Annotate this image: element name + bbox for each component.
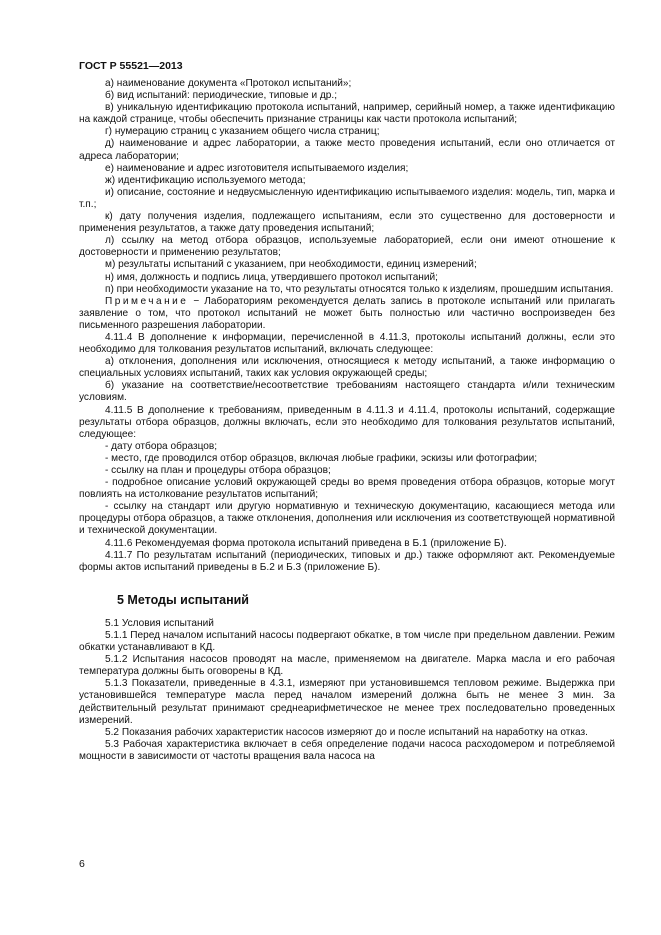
list-item: к) дату получения изделия, подлежащего испытаниям, если это существенно для достоверности и применения результатов, а также дату проведения испытаний; <box>79 211 615 235</box>
list-item: и) описание, состояние и недвусмысленную идентификацию испытываемого изделия: модель, тип, марка и т.п.; <box>79 186 615 210</box>
section-heading: 5 Методы испытаний <box>117 592 249 607</box>
clause-4-11-4: 4.11.4 В дополнение к информации, перечисленной в 4.11.3, протоколы испытаний должны, если это необходимо для толкования результатов испытаний, включать следующее: <box>79 331 615 356</box>
note-paragraph <box>79 296 615 332</box>
list-item: ж) идентификацию используемого метода; <box>105 174 306 186</box>
list-item: е) наименование и адрес изготовителя испытываемого изделия; <box>105 162 409 174</box>
clause-4-11-7: 4.11.7 По результатам испытаний (периодических, типовых и др.) также оформляют акт. Рекомендуемые формы актов испытаний приведены в Б.2 и Б.3 (приложение Б). <box>79 549 615 573</box>
document-header: ГОСТ Р 55521—2013 <box>79 60 183 72</box>
note-label: Примечание <box>105 295 189 307</box>
list-item: г) нумерацию страниц с указанием общего числа страниц; <box>105 126 380 138</box>
clause-5-3: 5.3 Рабочая характеристика включает в себя определение подачи насоса расходомером и потребляемой мощности в зависимости от частоты вращения вала насоса на <box>79 738 615 762</box>
list-item: - ссылку на план и процедуры отбора образцов; <box>105 465 331 476</box>
list-item: а) наименование документа «Протокол испытаний»; <box>105 78 352 89</box>
list-item: н) имя, должность и подпись лица, утвердившего протокол испытаний; <box>105 271 438 283</box>
clause-5-1-2: 5.1.2 Испытания насосов проводят на масле, применяемом на двигателе. Марка масла и его рабочая температура должны быть оговорены в КД. <box>79 654 615 678</box>
list-item: в) уникальную идентификацию протокола испытаний, например, серийный номер, а также идентификацию на каждой странице, чтобы обеспечить признание страницы как части протокола испытаний; <box>79 102 615 126</box>
clause-5-1: 5.1 Условия испытаний <box>105 617 214 629</box>
list-item: б) указание на соответствие/несоответствие требованиям настоящего стандарта и/или техническим условиям. <box>79 380 615 404</box>
page-number: 6 <box>79 858 85 870</box>
clause-4-11-6: 4.11.6 Рекомендуемая форма протокола испытаний приведена в Б.1 (приложение Б). <box>105 537 507 549</box>
list-item: м) результаты испытаний с указанием, при необходимости, единиц измерений; <box>105 259 477 271</box>
list-item: д) наименование и адрес лаборатории, а также место проведения испытаний, если оно отличается от адреса лаборатории; <box>79 138 615 162</box>
list-item: - дату отбора образцов; <box>105 440 218 452</box>
list-item: - место, где проводился отбор образцов, включая любые графики, эскизы или фотографии; <box>105 452 538 464</box>
list-item: - ссылку на стандарт или другую нормативную и техническую документацию, касающиеся метода или процедуры отбора образцов, а также отклонения, дополнения или исключения из соответствующей нормативной и технической документации. <box>79 501 615 537</box>
clause-5-2: 5.2 Показания рабочих характеристик насосов измеряют до и после испытаний на наработку на отказ. <box>105 726 588 738</box>
list-item: - подробное описание условий окружающей среды во время проведения отбора образцов, которые могут повлиять на истолкование результатов испытаний; <box>79 477 615 501</box>
clause-5-1-3: 5.1.3 Показатели, приведенные в 4.3.1, измеряют при установившемся тепловом режиме. Выдержка при установившейся температуре масла перед началом измерений должна быть не менее 3 мин. За действительный результат принимают среднеарифметическое не менее трех последовательно проведенных измерений. <box>79 678 615 726</box>
list-item: л) ссылку на метод отбора образцов, используемые лабораторией, если они имеют отношение к достоверности и применению результатов; <box>79 235 615 259</box>
list-item: б) вид испытаний: периодические, типовые и др.; <box>105 90 338 102</box>
page-body <box>79 78 615 763</box>
note-text: − Лабораториям рекомендуется делать запись в протоколе испытаний или прилагать заявление о том, что протокол испытаний не может быть полностью или частично воспроизведен без письменного разрешения лаборатории. <box>79 295 615 331</box>
list-item: а) отклонения, дополнения или исключения, относящиеся к методу испытаний, а также информацию о специальных условиях испытаний, таких как условия окружающей среды; <box>79 356 615 380</box>
clause-5-1-1: 5.1.1 Перед началом испытаний насосы подвергают обкатке, в том числе при предельном давлении. Режим обкатки устанавливают в КД. <box>79 629 615 654</box>
list-item: п) при необходимости указание на то, что результаты относятся только к изделиям, прошедшим испытания. <box>105 283 614 295</box>
clause-4-11-5: 4.11.5 В дополнение к требованиям, приведенным в 4.11.3 и 4.11.4, протоколы испытаний, содержащие результаты отбора образцов, должны включать, если это необходимо для толкования результатов испытаний, следующее: <box>79 404 615 440</box>
